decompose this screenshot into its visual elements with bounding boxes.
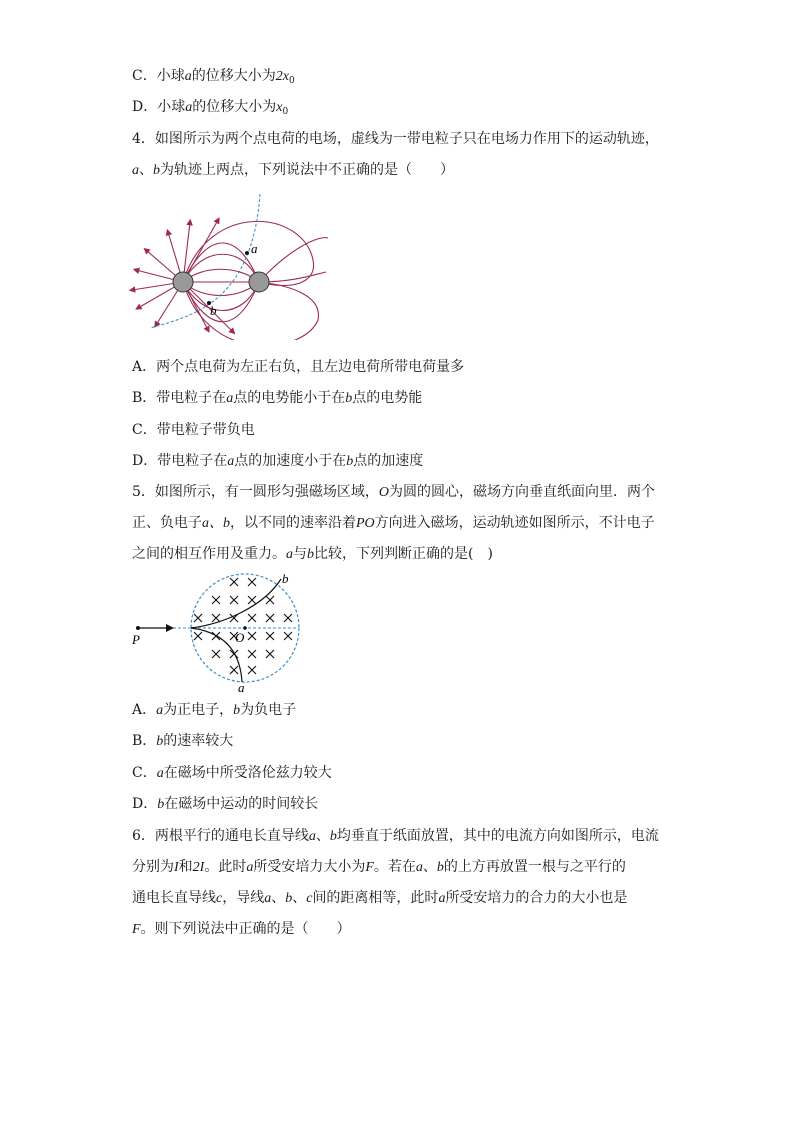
var-b: b [346,454,354,469]
var-a: a [246,860,254,875]
option-text: 点的加速度 [353,453,424,469]
stem-text: 比较，下列判断正确的是( ) [314,546,493,562]
stem-text: 均垂直于纸面放置，其中的电流方向如图所示，电流 [336,828,659,844]
option-text: 点的电势能小于在 [233,390,346,406]
var-a: a [308,829,316,844]
q4-stem-line2 [132,160,454,181]
stem-text: 。则下列说法中正确的是（ ） [140,921,351,937]
var-a: a [156,703,164,718]
field-crosses [194,578,292,674]
stem-text: 6．两根平行的通电长直导线 [132,828,309,844]
left-charge [173,272,193,292]
var-b: b [285,891,293,906]
option-text: 为负电子 [240,702,297,718]
q5-option-d [132,794,318,815]
q5-option-a [132,700,296,721]
q4-option-a: A．两个点电荷为左正右负，且左边电荷所带电荷量多 [132,359,465,375]
label-b: b [282,572,289,586]
var-b: b [345,391,353,406]
option-text: 的速率较大 [163,733,234,749]
stem-text: ，以不同的速率沿着 [230,515,356,531]
stem-text: 5．如图所示，有一圆形匀强磁场区域， [132,484,379,500]
stem-text: 为轨迹上两点，下列说法中不正确的是（ ） [160,162,454,178]
var-b: b [329,829,337,844]
option-text: B． [132,733,157,749]
point-a [245,251,249,255]
var-a: a [132,163,139,178]
arrow-head [166,624,174,632]
q6-stem-line2 [132,857,626,878]
var-a: a [438,891,446,906]
q5-stem-line3 [132,544,493,565]
q4-field-figure [128,190,328,340]
subscript: 0 [288,76,295,86]
label-o: O [235,630,245,645]
point-p [136,626,140,630]
value: x [276,100,283,115]
var-b: b [153,163,160,178]
separator: 、 [271,890,286,906]
option-text: 点的电势能 [352,390,423,406]
separator: 、 [139,162,153,178]
q3-option-c [132,66,295,91]
label-p: P [132,632,140,647]
q5-stem-line2 [132,513,655,534]
q5-option-c [132,763,332,784]
q3-option-d [132,97,288,122]
stem-text: 分别为 [132,859,174,875]
option-text: 为正电子， [163,702,234,718]
var-a: a [184,69,192,84]
stem-text: 间的距离相等，此时 [312,890,439,906]
var-i: I [174,860,179,875]
var-c: c [216,891,223,906]
var-a: a [264,891,272,906]
var-b: b [436,860,444,875]
q6-stem-line4 [132,919,351,940]
var-o: O [378,485,390,500]
var-f: F [132,922,141,937]
stem-text: ，导线 [222,890,265,906]
option-text: D．小球 [132,99,186,115]
option-text: B．带电粒子在 [132,390,227,406]
option-text: D．带电粒子在 [132,453,228,469]
option-text: C．小球 [132,68,185,84]
label-a: a [238,680,245,695]
q4-option-b [132,388,422,409]
q5-magnetic-figure [128,572,308,696]
q6-stem-line1 [132,826,659,847]
stem-text: 方向进入磁场，运动轨迹如图所示，不计电子 [374,515,655,531]
subscript: 0 [282,107,289,117]
q5-option-b [132,731,233,752]
stem-text: 与 [293,546,307,562]
var-a: a [226,391,234,406]
label-b: b [210,303,217,318]
var-b: b [157,797,165,812]
var-a: a [227,454,235,469]
stem-text: 所受安培力的合力的大小也是 [445,890,628,906]
var-f: F [365,860,374,875]
stem-text: 之间的相互作用及重力。 [132,546,286,562]
var-po: PO [356,516,375,531]
right-charge [249,272,269,292]
stem-text: 正、负电子 [132,515,202,531]
q4-option-c: C．带电粒子带负电 [132,422,255,438]
separator: 、 [422,859,437,875]
var-a: a [286,547,293,562]
var-c: c [306,891,313,906]
q4-option-d [132,451,423,472]
option-text: A． [132,702,157,718]
stem-text: 和 [178,859,193,875]
stem-text: 为圆的圆心，磁场方向垂直纸面向里．两个 [389,484,656,500]
stem-text: 。若在 [373,859,416,875]
var-a: a [415,860,423,875]
option-text: 的位移大小为 [191,68,276,84]
q6-stem-line3 [132,888,627,909]
option-text: 在磁场中运动的时间较长 [164,796,319,812]
separator: 、 [315,828,330,844]
stem-text: 所受安培力大小为 [253,859,366,875]
var-b: b [156,734,164,749]
var-a: a [185,100,193,115]
q5-stem-line1 [132,482,655,503]
option-text: D． [132,796,158,812]
value: 2x [275,69,289,84]
option-text: C． [132,765,157,781]
stem-text: 的上方再放置一根与之平行的 [443,859,626,875]
var-b: b [307,547,314,562]
var-b: b [233,703,241,718]
var-2i: 2I [192,860,205,875]
option-text: 在磁场中所受洛伦兹力较大 [163,765,332,781]
field-lines [132,220,328,340]
option-text: 点的加速度小于在 [234,453,347,469]
separator: 、 [292,890,307,906]
q4-stem-line1: 4．如图所示为两个点电荷的电场，虚线为一带电粒子只在电场力作用下的运动轨迹， [132,131,659,147]
var-a: a [156,766,164,781]
stem-text: 。此时 [204,859,247,875]
stem-text: 通电长直导线 [132,890,216,906]
label-a: a [251,241,258,256]
option-text: 的位移大小为 [192,99,277,115]
var-ab: a、b [202,516,230,531]
